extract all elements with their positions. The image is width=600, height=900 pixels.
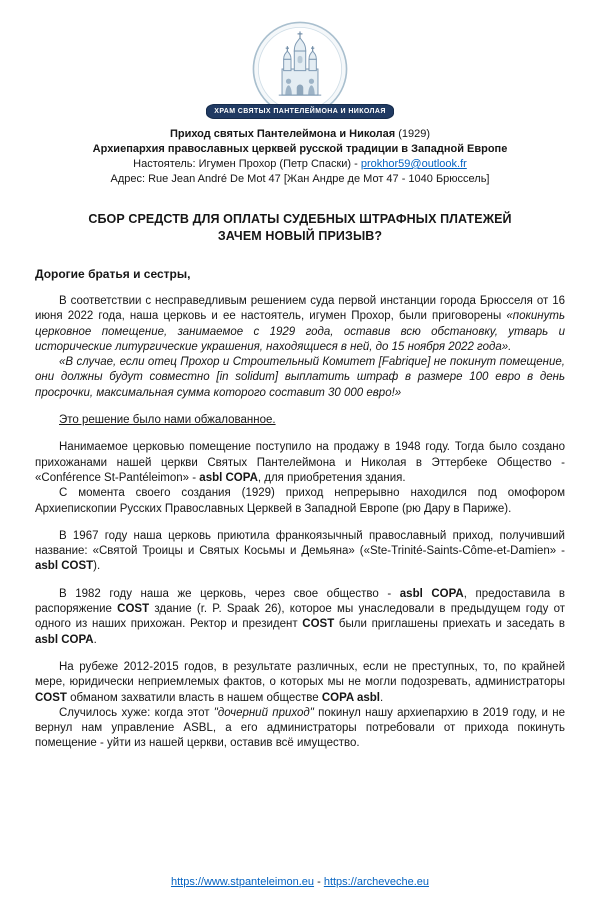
text-run: «покинуть церковное помещение, занимаемое с 1929 года, оставив всю обстановку, утварь и исторические литургические украшения, находящиеся в ней, до 15 ноября 2022 года». (35, 310, 565, 353)
paragraph (35, 440, 565, 486)
text-run: COST (302, 618, 335, 631)
parish-name-line (35, 127, 565, 142)
text-run: , для приобретения здания. (257, 471, 406, 484)
text-run: asbl COPA (199, 471, 258, 484)
paragraph (35, 529, 565, 575)
paragraph (35, 660, 565, 706)
stpanteleimon-link[interactable]: https://www.stpanteleimon.eu (170, 876, 315, 888)
text-run: , предоставила в распоряжение (35, 587, 565, 616)
title-line-1: СБОР СРЕДСТВ ДЛЯ ОПЛАТЫ СУДЕБНЫХ ШТРАФНЫХ ПЛАТЕЖЕЙ (88, 212, 512, 226)
text-run: На рубеже 2012-2015 годов, в результате различных, если не преступных, то, по крайней мере, юридически неприемлемых фактов, о которых мы не могли подозревать, администраторы (35, 660, 565, 689)
text-run: В 1982 году наша же церковь, через свое общество - (59, 587, 400, 600)
archdiocese-line: Архиепархия православных церквей русской традиции в Западной Европе (92, 143, 508, 155)
rector-email-link[interactable]: prokhor59@outlook.fr (360, 158, 467, 170)
logo-banner-text: ХРАМ СВЯТЫХ ПАНТЕЛЕЙМОНА И НИКОЛАЯ (214, 108, 386, 115)
text-run: . (93, 633, 97, 646)
paragraph (35, 486, 565, 517)
text-run: здание (r. P. Spaak 26), которое мы унаследовали в предыдущем году от одного из наших прихожан. Ректор и президент (35, 603, 565, 631)
rector-line (35, 157, 565, 172)
text-run: С момента своего создания (1929) приход непрерывно находился под омофором Архиепископии Русских Православных Церквей в Западной Европе (рю Дару в Париже). (35, 487, 565, 515)
text-run: COST (117, 603, 150, 616)
title-line-2: ЗАЧЕМ НОВЫЙ ПРИЗЫВ? (217, 229, 383, 243)
text-run: В 1967 году наша церковь приютила франкоязычный православный приход, получивший название: «Святой Троицы и Святых Косьмы и Демьяна» («Ste-Trinité-Saints-Côme-et-Damien» - (35, 529, 565, 558)
text-run: обманом захватили власть в нашем обществе (66, 691, 322, 704)
address-line: Адрес: Rue Jean André De Mot 47 [Жан Андре де Мот 47 - 1040 Брюссель] (110, 173, 490, 185)
text-run: asbl COPA (399, 587, 464, 600)
text-run: asbl COPA (35, 633, 94, 646)
paragraph (35, 706, 565, 752)
parish-name: Приход святых Пантелеймона и Николая (169, 128, 396, 140)
footer-separator: - (314, 876, 324, 888)
parish-year: (1929) (395, 128, 431, 140)
paragraph (35, 587, 565, 648)
text-run: Это решение было нами обжалованное. (59, 414, 276, 427)
rector-label: Настоятель: Игумен Прохор (Петр Спаски) - (133, 158, 361, 170)
text-run: ). (93, 560, 101, 573)
salutation: Дорогие братья и сестры, (35, 267, 191, 281)
church-logo (35, 20, 565, 119)
paragraph (35, 413, 565, 428)
text-run: В соответствии с несправедливым решением суда первой инстанции города Брюсселя от 16 июня 2022 года, наша церковь и ее настоятель, игумен Прохор, были приговорены (35, 295, 565, 323)
text-run: «В случае, если отец Прохор и Строительный Комитет [Fabrique] не покинут помещение, они должны будут совместно [in solidum] выплатить штраф в размере 100 евро в день просрочки, максимальная сумма которого составит 30 000 евро!» (35, 356, 565, 399)
text-run: COPA asbl (321, 691, 380, 704)
text-run: COST (35, 691, 67, 704)
logo-banner (206, 104, 394, 119)
paragraph (35, 294, 565, 355)
text-run: покинул нашу архиепархию в 2019 году, и не вернул нам управление ASBL, а его администраторы потребовали от прихода покинуть помещение - уйти из нашей церкви, оставив всё имущество. (35, 706, 565, 750)
text-run: Случилось хуже: когда этот (59, 706, 214, 719)
text-run: asbl COST (35, 560, 94, 573)
archeveche-link[interactable]: https://archeveche.eu (323, 876, 430, 888)
text-run: "дочерний приход" (213, 706, 314, 719)
letterhead (35, 127, 565, 187)
paragraph (35, 355, 565, 401)
text-run: Нанимаемое церковью помещение поступило на продажу в 1948 году. Тогда было создано прихожанами нашей церкви Святых Пантелеймона и Николая в Эттербеке Общество - «Conférence St-Pantéleimon» - (35, 441, 565, 484)
text-run: . (379, 691, 384, 704)
text-run: были приглашены приехать и заседать в (334, 618, 565, 631)
letter-body (35, 282, 565, 870)
footer-links (35, 870, 565, 890)
document-title (35, 211, 565, 245)
